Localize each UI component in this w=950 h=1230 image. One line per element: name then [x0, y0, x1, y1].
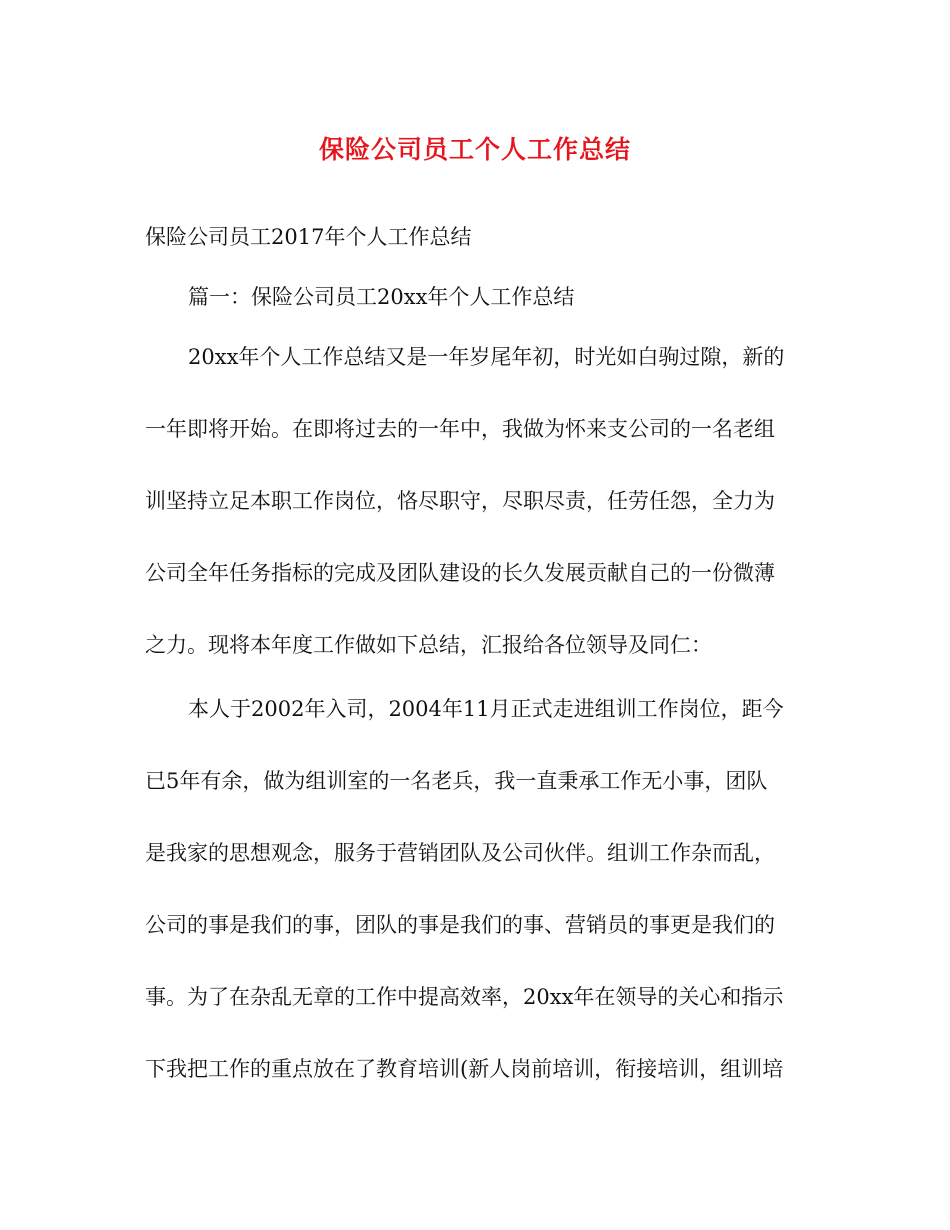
paragraph-line: 一年即将开始。在即将过去的一年中，我做为怀来支公司的一名老组 [145, 417, 775, 441]
paragraph-line: 是我家的思想观念，服务于营销团队及公司伙伴。组训工作杂而乱， [145, 841, 775, 865]
paragraph-line: 事。为了在杂乱无章的工作中提高效率，20xx年在领导的关心和指示 [145, 985, 784, 1009]
paragraph-line: 本人于2002年入司，2004年11月正式走进组训工作岗位，距今 [188, 697, 784, 721]
paragraph-line: 公司的事是我们的事，团队的事是我们的事、营销员的事更是我们的 [145, 913, 775, 937]
section-heading: 篇一：保险公司员工20xx年个人工作总结 [188, 285, 575, 309]
paragraph-line: 之力。现将本年度工作做如下总结，汇报给各位领导及同仁： [145, 633, 712, 657]
document-title: 保险公司员工个人工作总结 [318, 135, 631, 164]
paragraph-line: 下我把工作的重点放在了教育培训(新人岗前培训，衔接培训，组训培 [145, 1057, 784, 1081]
paragraph-line: 20xx年个人工作总结又是一年岁尾年初，时光如白驹过隙，新的 [188, 345, 785, 369]
paragraph-line: 公司全年任务指标的完成及团队建设的长久发展贡献自己的一份微薄 [145, 561, 775, 585]
paragraph-line: 已5年有余，做为组训室的一名老兵，我一直秉承工作无小事，团队 [145, 769, 768, 793]
paragraph-line: 训坚持立足本职工作岗位，恪尽职守，尽职尽责，任劳任怨，全力为 [145, 489, 775, 513]
document-subtitle: 保险公司员工2017年个人工作总结 [145, 225, 472, 249]
